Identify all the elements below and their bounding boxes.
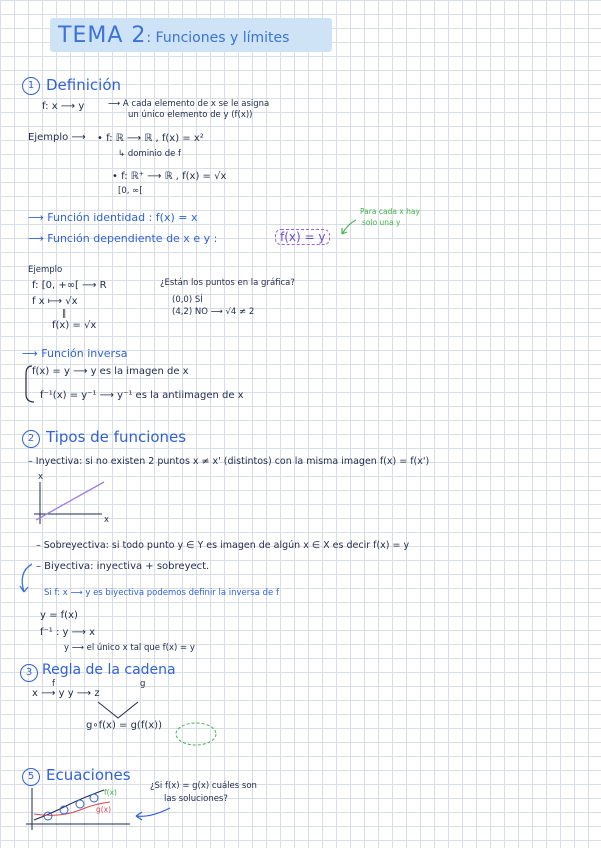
bijective-line-3: y ⟶ el único x tal que f(x) = y xyxy=(64,643,195,653)
section-5-number: 5 xyxy=(22,768,40,786)
section-1-header: Definición xyxy=(46,76,121,94)
example-3-label: Ejemplo xyxy=(28,265,63,275)
equations-f-label: f(x) xyxy=(104,788,117,797)
composition-highlight xyxy=(172,720,222,750)
composition: g∘f(x) = g(f(x)) xyxy=(86,720,162,731)
dependent-function: ⟶ Función dependiente de x e y : xyxy=(28,232,218,245)
title-sub: : Funciones y límites xyxy=(146,30,290,46)
note-line-2: solo una y xyxy=(362,218,401,227)
section-5-header: Ecuaciones xyxy=(46,766,131,784)
example-1: • f: ℝ ⟶ ℝ , f(x) = x² xyxy=(97,133,204,144)
definition-function: f: x ⟶ y xyxy=(42,101,85,112)
chain-g-label: g xyxy=(140,679,146,689)
note-arrow-icon xyxy=(338,218,358,238)
example-3-line-3: f(x) = √x xyxy=(52,320,97,331)
bijective-note: Si f: x ⟶ y es biyectiva podemos definir la inversa de f xyxy=(44,588,279,598)
note-line-1: Para cada x hay xyxy=(360,207,420,216)
inverse-line-2: f⁻¹(x) = y⁻¹ ⟶ y⁻¹ es la antiimagen de x xyxy=(40,390,244,401)
section-2-number: 2 xyxy=(22,430,40,448)
equations-question-2: las soluciones? xyxy=(164,794,228,804)
bijective-line-2: f⁻¹ : y ⟶ x xyxy=(40,627,96,638)
section-3-header: Regla de la cadena xyxy=(42,662,176,678)
chain-rule-line: x ⟶ y y ⟶ z xyxy=(32,688,100,699)
page-title xyxy=(58,23,289,48)
example-3-point-2: (4,2) NO ⟶ √4 ≠ 2 xyxy=(172,307,255,317)
chain-f-label: f xyxy=(52,679,55,689)
graph-axis-y-label: x xyxy=(38,472,44,482)
section-3-number: 3 xyxy=(20,664,38,682)
example-label: Ejemplo ⟶ xyxy=(28,132,86,143)
title-main: TEMA 2 xyxy=(58,23,147,48)
inverse-line-1: f(x) = y ⟶ y es la imagen de x xyxy=(32,366,189,377)
example-1-note: ↳ dominio de f xyxy=(118,149,182,159)
example-2: • f: ℝ⁺ ⟶ ℝ , f(x) = √x xyxy=(112,171,227,182)
section-1-number: 1 xyxy=(22,77,40,95)
graph-axis-x-label: x xyxy=(104,515,110,525)
equations-g-label: g(x) xyxy=(96,805,112,814)
example-3-line-2: f x ⟼ √x xyxy=(32,296,78,307)
dependent-function-box: f(x) = y xyxy=(275,229,330,245)
identity-function: ⟶ Función identidad : f(x) = x xyxy=(28,211,198,224)
injective-definition: – Inyectiva: si no existen 2 puntos x ≠ x' (distintos) con la misma imagen f(x) = f(x') xyxy=(28,456,430,467)
example-2-domain: [0, ∞[ xyxy=(118,186,143,196)
injective-graph xyxy=(30,476,112,528)
curved-arrow-icon xyxy=(16,562,38,598)
bijective-line-1: y = f(x) xyxy=(40,610,78,621)
inverse-function-header: ⟶ Función inversa xyxy=(22,347,128,360)
definition-text-1: ⟶ A cada elemento de x se le asigna xyxy=(108,99,270,109)
surjective-definition: – Sobreyectiva: si todo punto y ∈ Y es imagen de algún x ∈ X es decir f(x) = y xyxy=(36,540,410,551)
equations-question-1: ¿Si f(x) = g(x) cuáles son xyxy=(150,781,257,791)
definition-text-2: un único elemento de y (f(x)) xyxy=(128,110,253,120)
example-3-question: ¿Están los puntos en la gráfica? xyxy=(160,278,295,288)
bijective-definition: – Biyectiva: inyectiva + sobreyect. xyxy=(36,561,210,572)
chain-merge-lines xyxy=(94,700,144,720)
section-2-header: Tipos de funciones xyxy=(46,428,187,446)
example-3-point-1: (0,0) SÍ xyxy=(172,295,203,305)
example-3-line-1: f: [0, +∞[ ⟶ R xyxy=(32,280,107,291)
example-3-equals: ‖ xyxy=(62,309,67,319)
